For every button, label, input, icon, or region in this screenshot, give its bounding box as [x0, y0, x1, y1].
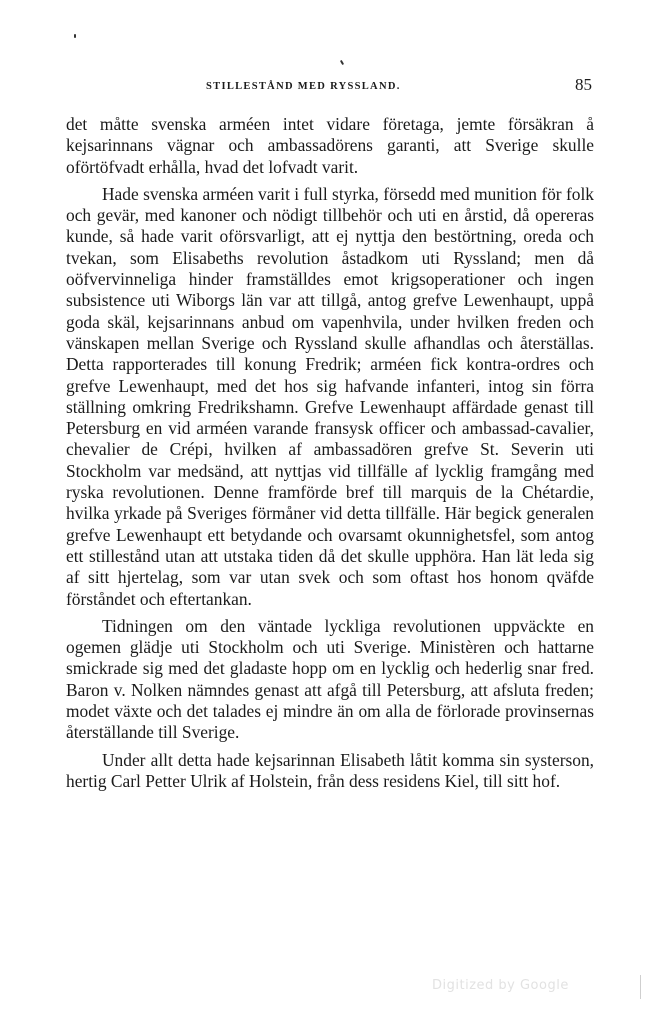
paragraph: det måtte svenska arméen intet vidare företaga, jemte försäkran å kejsarinnans vägnar och ambassadörens garanti, att Sverige skulle oförtöfvadt erhålla, hvad det lofvadt varit. — [66, 114, 594, 177]
body-text — [66, 114, 594, 798]
paragraph: Tidningen om den väntade lyckliga revolutionen uppväckte en ogemen glädje uti Stockholm och uti Sverige. Ministèren och hattarne smickrade sig med det gladaste hopp om en lycklig och hederlig snar fred. Baron v. Nolken nämndes genast att afgå till Petersburg, att afsluta freden; modet växte och det talades ej mindre än om alla de förlorade provinsernas återställande till Sverige. — [66, 615, 594, 743]
digitizer-watermark: Digitized by Google — [432, 978, 569, 993]
page-edge-mark — [640, 975, 641, 999]
paragraph: Hade svenska arméen varit i full styrka, försedd med munition för folk och gevär, med kanoner och nödigt tillbehör och uti en årstid, då opereras kunde, så hade varit oförsvarligt, att ej nyttja den bestörtning, oreda och tvekan, som Elisabeths revolution åstadkom uti Ryssland; men då oöfvervinneliga hinder framställdes emot krigsoperationer och ingen subsistence uti Wiborgs län var att tillgå, antog grefve Lewenhaupt, uppå goda skäl, kejsarinnans anbud om vapenhvila, under hvilken freden och vänskapen mellan Sverige och Ryssland skulle afhandlas och återställas. Detta rapporterades till konung Fredrik; arméen fick kontra-ordres och grefve Lewenhaupt, med det hos sig hafvande infanteri, intog sin förra ställning omkring Fredrikshamn. Grefve Lewenhaupt affärdade genast till Petersburg en vid arméen varande fransysk officer och ambassad-cavalier, chevalier de Crépi, hvilken af ambassadören grefve St. Severin uti Stockholm var medsänd, att nyttjas vid tillfälle af lycklig framgång med ryska revolutionen. Denne framförde bref till marquis de la Chétardie, hvilka yrkade på Sveriges förmåner vid detta tillfälle. Här begick generalen grefve Lewenhaupt ett betydande och ovarsamt okunnighetsfel, som antog ett stillestånd utan att utstaka tiden då det skulle upphöra. Han lät leda sig af sitt hjertelag, som var utan svek och som oftast hos honom qväfde förståndet och eftertankan. — [66, 183, 594, 609]
page-number: 85 — [575, 75, 592, 94]
running-title: STILLESTÅND MED RYSSLAND. — [206, 81, 401, 92]
margin-speck — [74, 34, 76, 38]
margin-speck — [340, 60, 344, 65]
running-header — [66, 75, 592, 98]
paragraph: Under allt detta hade kejsarinnan Elisabeth låtit komma sin systerson, hertig Carl Petter Ulrik af Holstein, från dess residens Kiel, till sitt hof. — [66, 749, 594, 791]
